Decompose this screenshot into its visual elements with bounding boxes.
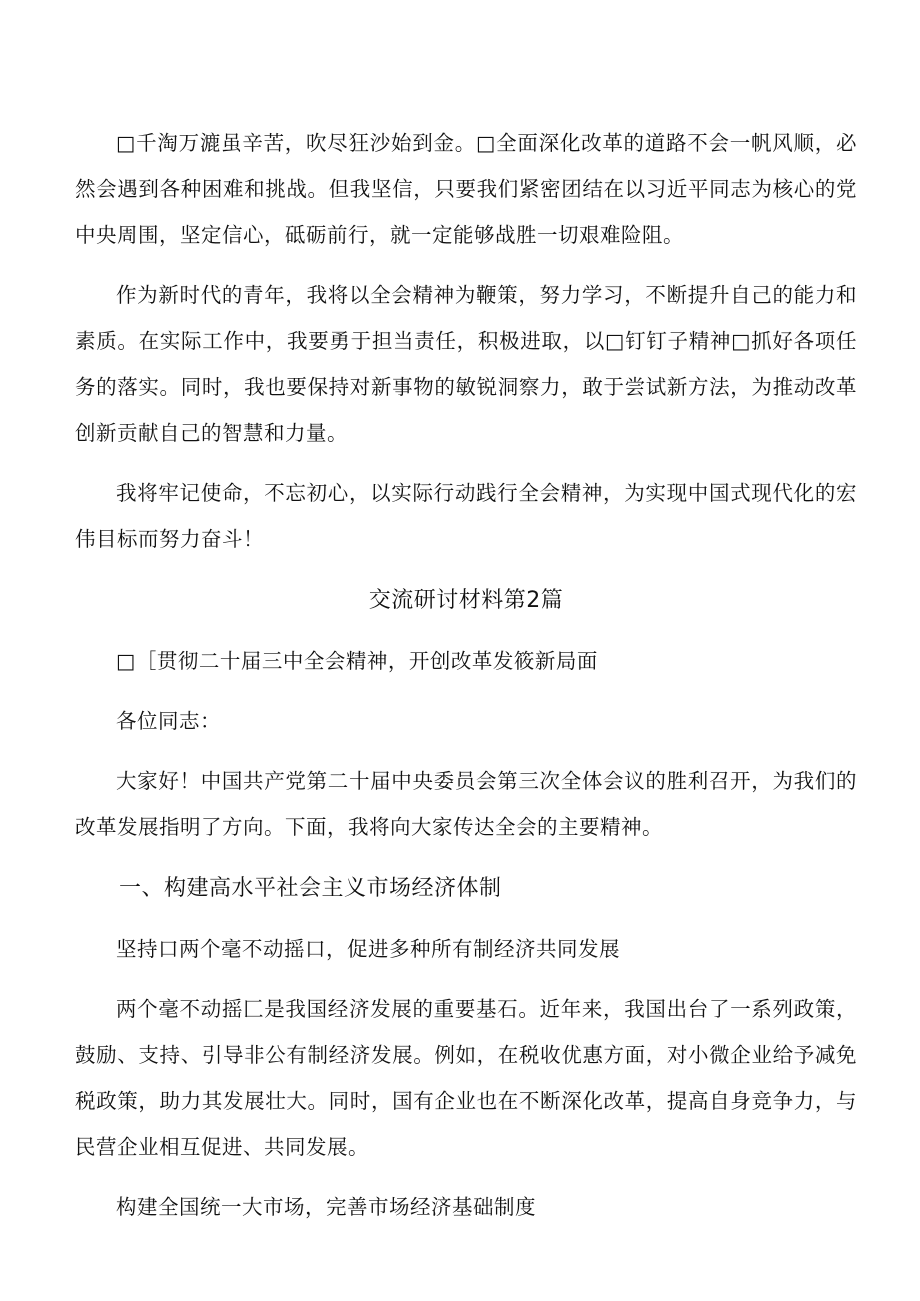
salutation: 各位同志： bbox=[116, 709, 221, 733]
paragraph-spacer bbox=[75, 1170, 857, 1184]
heading-market-economy: 一、构建高水平社会主义市场经济体制 bbox=[119, 876, 502, 901]
paragraph-mission: 我将牢记使命，不忘初心，以实际行动践行全会精神，为实现中国式现代化的宏伟目标而努力奋斗！ bbox=[75, 481, 857, 551]
paragraph-spacer bbox=[75, 912, 857, 926]
speech-title: □［贯彻二十届三中全会精神，开创改革发筱新局面 bbox=[116, 649, 598, 673]
paragraph-spacer bbox=[75, 624, 857, 638]
paragraph-closing-quote: □千淘万漉虽辛苦，吹尽狂沙始到金。□全面深化改革的道路不会一帆风顺，必然会遇到各种困难和挑战。但我坚信，只要我们紧密团结在以习近平同志为核心的党中央周围，坚定信心，砥砺前行，就一定能够战胜一切艰难险阻。 bbox=[75, 131, 857, 247]
paragraph-spacer bbox=[75, 850, 857, 866]
section-title: 交流研讨材料第2篇 bbox=[368, 588, 564, 613]
paragraph-youth-commitment: 作为新时代的青年，我将以全会精神为鞭策，努力学习，不断提升自己的能力和素质。在实际工作中，我要勇于担当责任，积极进取，以□钉钉子精神□抓好各项任务的落实。同时，我也要保持对新事物的敏锐洞察力，敢于尝试新方法，为推动改革创新贡献自己的智慧和力量。 bbox=[75, 283, 857, 445]
paragraph-spacer bbox=[75, 562, 857, 578]
paragraph-spacer bbox=[75, 972, 857, 986]
paragraph-spacer bbox=[75, 258, 857, 272]
paragraph-spacer bbox=[75, 684, 857, 698]
document-body bbox=[75, 120, 857, 1230]
paragraph-spacer bbox=[75, 456, 857, 470]
paragraph-intro: 大家好！中国共产党第二十届中央委员会第三次全体会议的胜利召开，为我们的改革发展指明了方向。下面，我将向大家传达全会的主要精神。 bbox=[75, 769, 857, 839]
paragraph-economy-body: 两个毫不动摇匚是我国经济发展的重要基石。近年来，我国出台了一系列政策，鼓励、支持、引导非公有制经济发展。例如，在税收优惠方面，对小微企业给予减免税政策，助力其发展壮大。同时，国有企业也在不断深化改革，提高自身竞争力，与民营企业相互促进、共同发展。 bbox=[75, 997, 857, 1159]
subheading-two-unwavering: 坚持口两个毫不动摇口，促进多种所有制经济共同发展 bbox=[116, 937, 620, 961]
subheading-unified-market: 构建全国统一大市场，完善市场经济基础制度 bbox=[116, 1195, 536, 1219]
paragraph-spacer bbox=[75, 744, 857, 758]
